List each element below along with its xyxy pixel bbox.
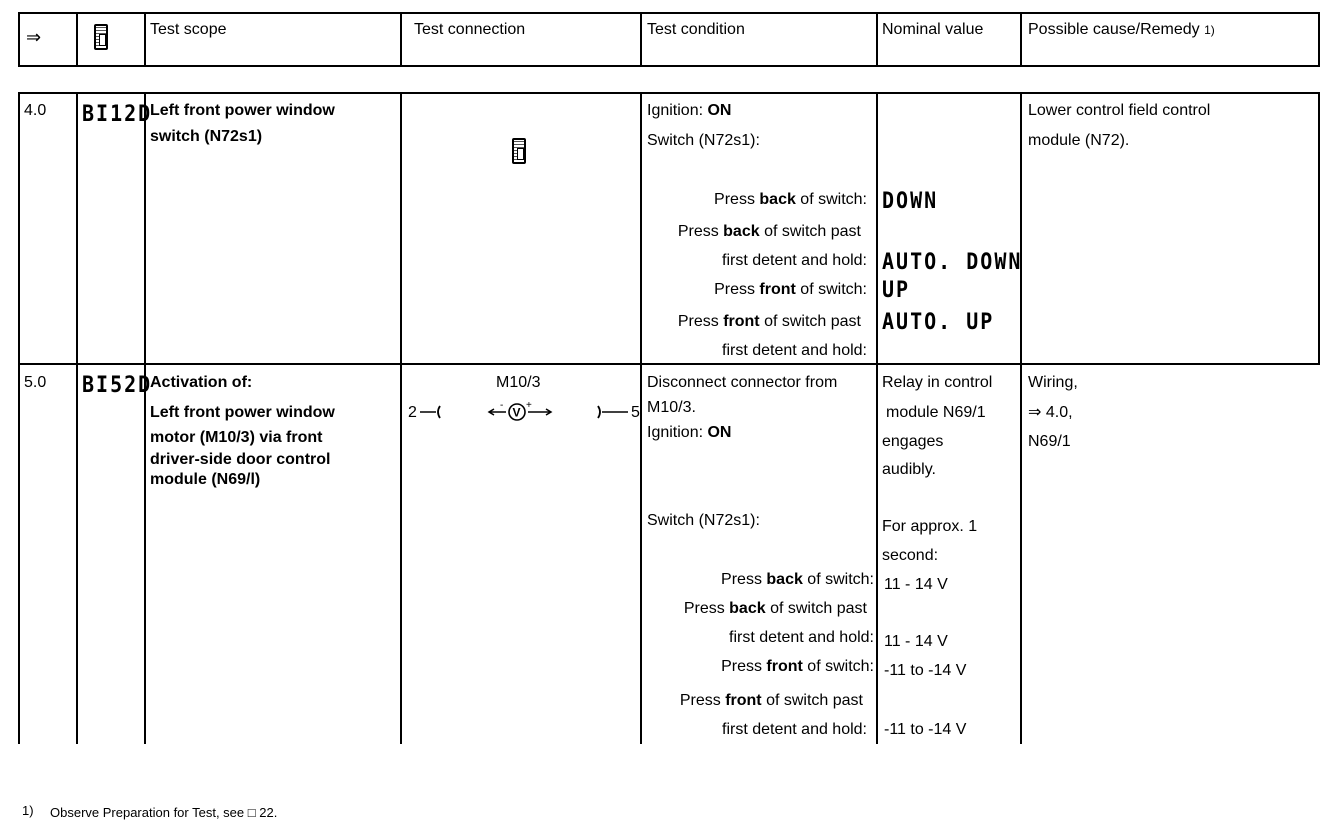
header-test-scope: Test scope xyxy=(150,21,227,38)
col-divider xyxy=(400,12,402,67)
col-divider xyxy=(640,92,642,744)
row4-switch-label: Switch (N72s1): xyxy=(647,132,760,149)
row5-step2-value: 11 - 14 V xyxy=(884,633,948,650)
col-divider xyxy=(144,12,146,67)
row5-connection-pin-left: 2 xyxy=(408,404,417,421)
col-divider xyxy=(1020,12,1022,67)
row5-scope-line: motor (M10/3) via front xyxy=(150,429,323,446)
row4-number: 4.0 xyxy=(24,102,47,119)
header-arrow: ⇒ xyxy=(26,27,42,47)
row5-step4-line2: first detent and hold: xyxy=(722,721,867,738)
row5-step2-line2: first detent and hold: xyxy=(729,629,874,646)
col-divider xyxy=(400,92,402,744)
page-reference-icon: □ xyxy=(247,805,256,820)
footnote-number: 1) xyxy=(22,803,34,818)
row5-nominal-line: Relay in control xyxy=(882,374,993,391)
col-divider xyxy=(876,92,878,744)
svg-text:V: V xyxy=(512,405,521,420)
voltmeter-connection-diagram xyxy=(418,398,638,428)
row4-cause-line: module (N72). xyxy=(1028,132,1130,149)
header-test-connection: Test connection xyxy=(414,21,526,38)
row5-scope-line: Left front power window xyxy=(150,404,335,421)
row5-cond-line: M10/3. xyxy=(647,399,696,416)
row5-step4-value: -11 to -14 V xyxy=(884,721,967,738)
row4-ignition: Ignition: ON xyxy=(647,102,732,119)
row5-scope-head: Activation of: xyxy=(150,374,253,391)
header-bottom-border xyxy=(18,65,1320,67)
col-divider xyxy=(1020,92,1022,744)
header-nominal-value: Nominal value xyxy=(882,21,984,38)
row5-step3: Press front of switch: xyxy=(721,658,874,675)
row5-cause-line: Wiring, xyxy=(1028,374,1078,391)
row4-scope-line: Left front power window xyxy=(150,102,335,119)
header-test-condition: Test condition xyxy=(647,21,745,38)
row5-connection-label: M10/3 xyxy=(496,374,541,391)
header-possible-cause: Possible cause/Remedy 1) xyxy=(1028,21,1215,38)
col-divider xyxy=(18,12,20,67)
row5-nominal-line: module N69/1 xyxy=(886,404,986,421)
header-top-border xyxy=(18,12,1320,14)
row4-step3-value: UP xyxy=(882,275,911,303)
row5-nominal-time: second: xyxy=(882,547,939,564)
row5-code: BI52D xyxy=(82,370,153,398)
col-divider xyxy=(1318,12,1320,67)
row5-step1: Press back of switch: xyxy=(721,571,874,588)
row4-step1-value: DOWN xyxy=(882,186,939,214)
row5-cause-line: N69/1 xyxy=(1028,433,1071,450)
col-divider xyxy=(876,12,878,67)
row5-nominal-line: engages xyxy=(882,433,944,450)
row4-step4-value: AUTO. UP xyxy=(882,307,995,335)
row4-step2-line2: first detent and hold: xyxy=(722,252,867,269)
col-divider xyxy=(76,92,78,744)
row5-cause-line: ⇒ 4.0, xyxy=(1028,404,1073,421)
row5-number: 5.0 xyxy=(24,374,47,391)
row5-step2-line1: Press back of switch past xyxy=(683,600,867,617)
row5-nominal-time: For approx. 1 xyxy=(882,518,978,535)
row4-scope-line: switch (N72s1) xyxy=(150,128,263,145)
col-divider xyxy=(1318,92,1320,364)
row5-cond-line: Disconnect connector from xyxy=(647,374,838,391)
col-divider xyxy=(76,12,78,67)
row5-step1-value: 11 - 14 V xyxy=(884,576,948,593)
col-divider xyxy=(640,12,642,67)
diagnostic-device-icon xyxy=(94,24,108,50)
col-divider xyxy=(144,92,146,744)
row4-code: BI12D xyxy=(82,99,153,127)
svg-text:-: - xyxy=(500,400,504,411)
row4-step1: Press back of switch: xyxy=(714,191,867,208)
body-top-border xyxy=(18,92,1320,94)
row5-connection-pin-right: 5 xyxy=(631,404,640,421)
row5-step4-line1: Press front of switch past xyxy=(679,692,863,709)
row5-nominal-line: audibly. xyxy=(882,461,936,478)
row4-step3: Press front of switch: xyxy=(714,281,867,298)
svg-text:+: + xyxy=(526,400,532,411)
footnote-text: Observe Preparation for Test, see □ 22. xyxy=(50,805,278,820)
row4-step4-line2: first detent and hold: xyxy=(722,342,867,359)
row4-step4-line1: Press front of switch past xyxy=(677,313,861,330)
row5-scope-line: driver-side door control xyxy=(150,451,331,468)
row4-step2-line1: Press back of switch past xyxy=(677,223,861,240)
row5-step3-value: -11 to -14 V xyxy=(884,662,967,679)
row5-switch-label: Switch (N72s1): xyxy=(647,512,760,529)
row-divider xyxy=(18,363,1320,365)
col-divider xyxy=(18,92,20,744)
row5-ignition: Ignition: ON xyxy=(647,424,732,441)
row4-cause-line: Lower control field control xyxy=(1028,102,1211,119)
row5-scope-line: module (N69/l) xyxy=(150,471,261,488)
diagnostic-device-icon xyxy=(512,138,526,164)
row4-step2-value: AUTO. DOWN xyxy=(882,247,1023,275)
